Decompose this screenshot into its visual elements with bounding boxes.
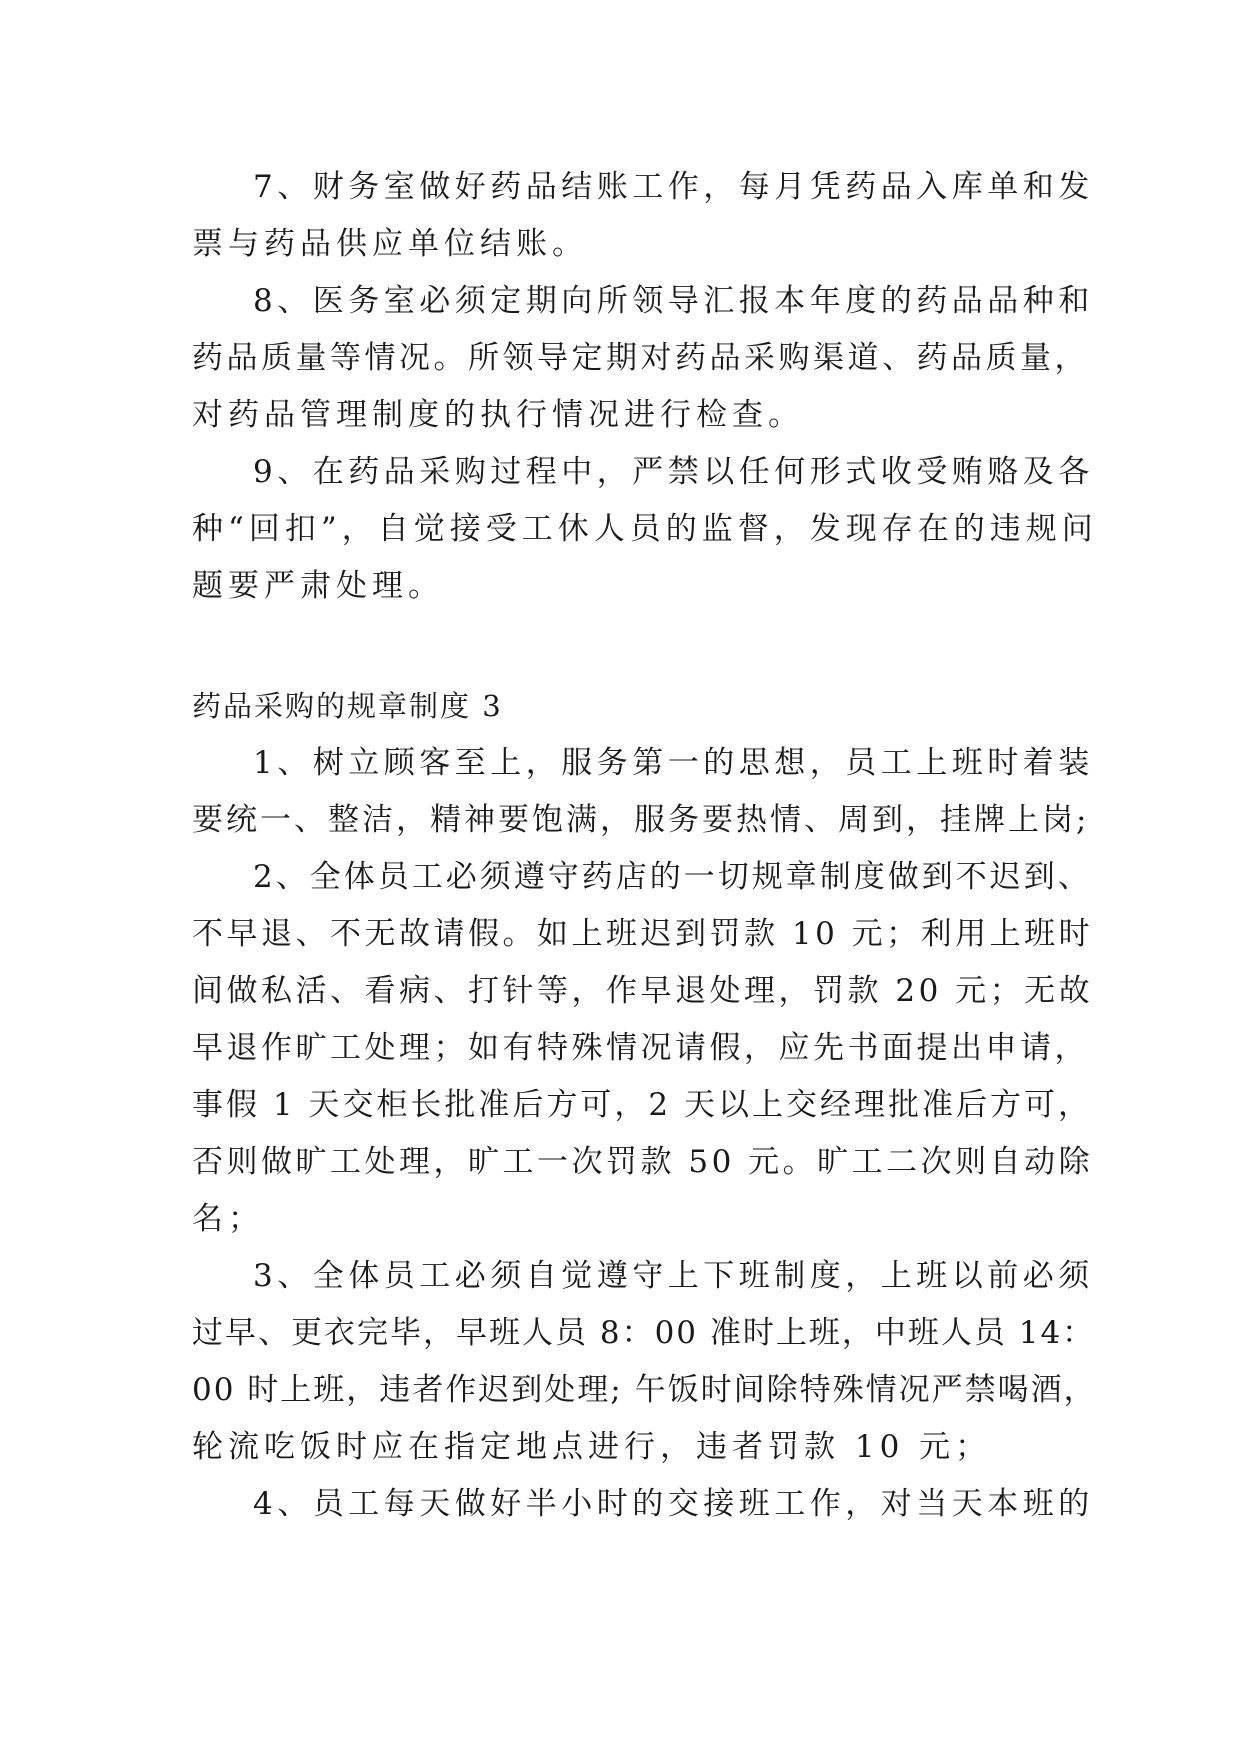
rule-2-line-3: 间做私活、看病、打针等，作早退处理，罚款 20 元；无故 <box>192 973 1094 1009</box>
rule-2-line-2: 不早退、不无故请假。如上班迟到罚款 10 元；利用上班时 <box>192 916 1094 952</box>
rule-3-line-1: 3、全体员工必须自觉遵守上下班制度，上班以前必须 <box>253 1258 1094 1294</box>
section-heading: 药品采购的规章制度 3 <box>192 689 503 723</box>
rule-2-line-4: 早退作旷工处理；如有特殊情况请假，应先书面提出申请， <box>192 1030 1089 1066</box>
rule-2-line-1: 2、全体员工必须遵守药店的一切规章制度做到不迟到、 <box>253 859 1092 895</box>
paragraph-8-line-3: 对药品管理制度的执行情况进行检查。 <box>192 397 804 433</box>
rule-2-line-7: 名； <box>192 1201 264 1237</box>
rule-3-line-2: 过早、更衣完毕，早班人员 8：00 准时上班，中班人员 14： <box>192 1315 1096 1351</box>
paragraph-8-line-2: 药品质量等情况。所领导定期对药品采购渠道、药品质量， <box>192 340 1089 376</box>
paragraph-9-line-2: 种“回扣”，自觉接受工休人员的监督，发现存在的违规问 <box>192 511 1098 547</box>
rule-1-line-1: 1、树立顾客至上，服务第一的思想，员工上班时着装 <box>253 745 1094 781</box>
rule-4-line-1: 4、员工每天做好半小时的交接班工作，对当天本班的 <box>253 1486 1094 1522</box>
paragraph-8-line-1: 8、医务室必须定期向所领导汇报本年度的药品品种和 <box>253 283 1094 319</box>
paragraph-9-line-1: 9、在药品采购过程中，严禁以任何形式收受贿赂及各 <box>253 454 1094 490</box>
rule-1-line-2: 要统一、整洁，精神要饱满，服务要热情、周到，挂牌上岗; <box>192 802 1090 838</box>
paragraph-7-line-2: 票与药品供应单位结账。 <box>192 226 588 262</box>
paragraph-7-line-1: 7、财务室做好药品结账工作，每月凭药品入库单和发 <box>253 169 1094 205</box>
paragraph-9-line-3: 题要严肃处理。 <box>192 568 444 604</box>
rule-2-line-5: 事假 1 天交柜长批准后方可，2 天以上交经理批准后方可， <box>192 1087 1093 1123</box>
rule-3-line-3: 00 时上班，违者作迟到处理; 午饭时间除特殊情况严禁喝酒， <box>192 1372 1097 1408</box>
rule-2-line-6: 否则做旷工处理，旷工一次罚款 50 元。旷工二次则自动除 <box>192 1144 1094 1180</box>
rule-3-line-4: 轮流吃饭时应在指定地点进行，违者罚款 10 元； <box>192 1429 992 1465</box>
